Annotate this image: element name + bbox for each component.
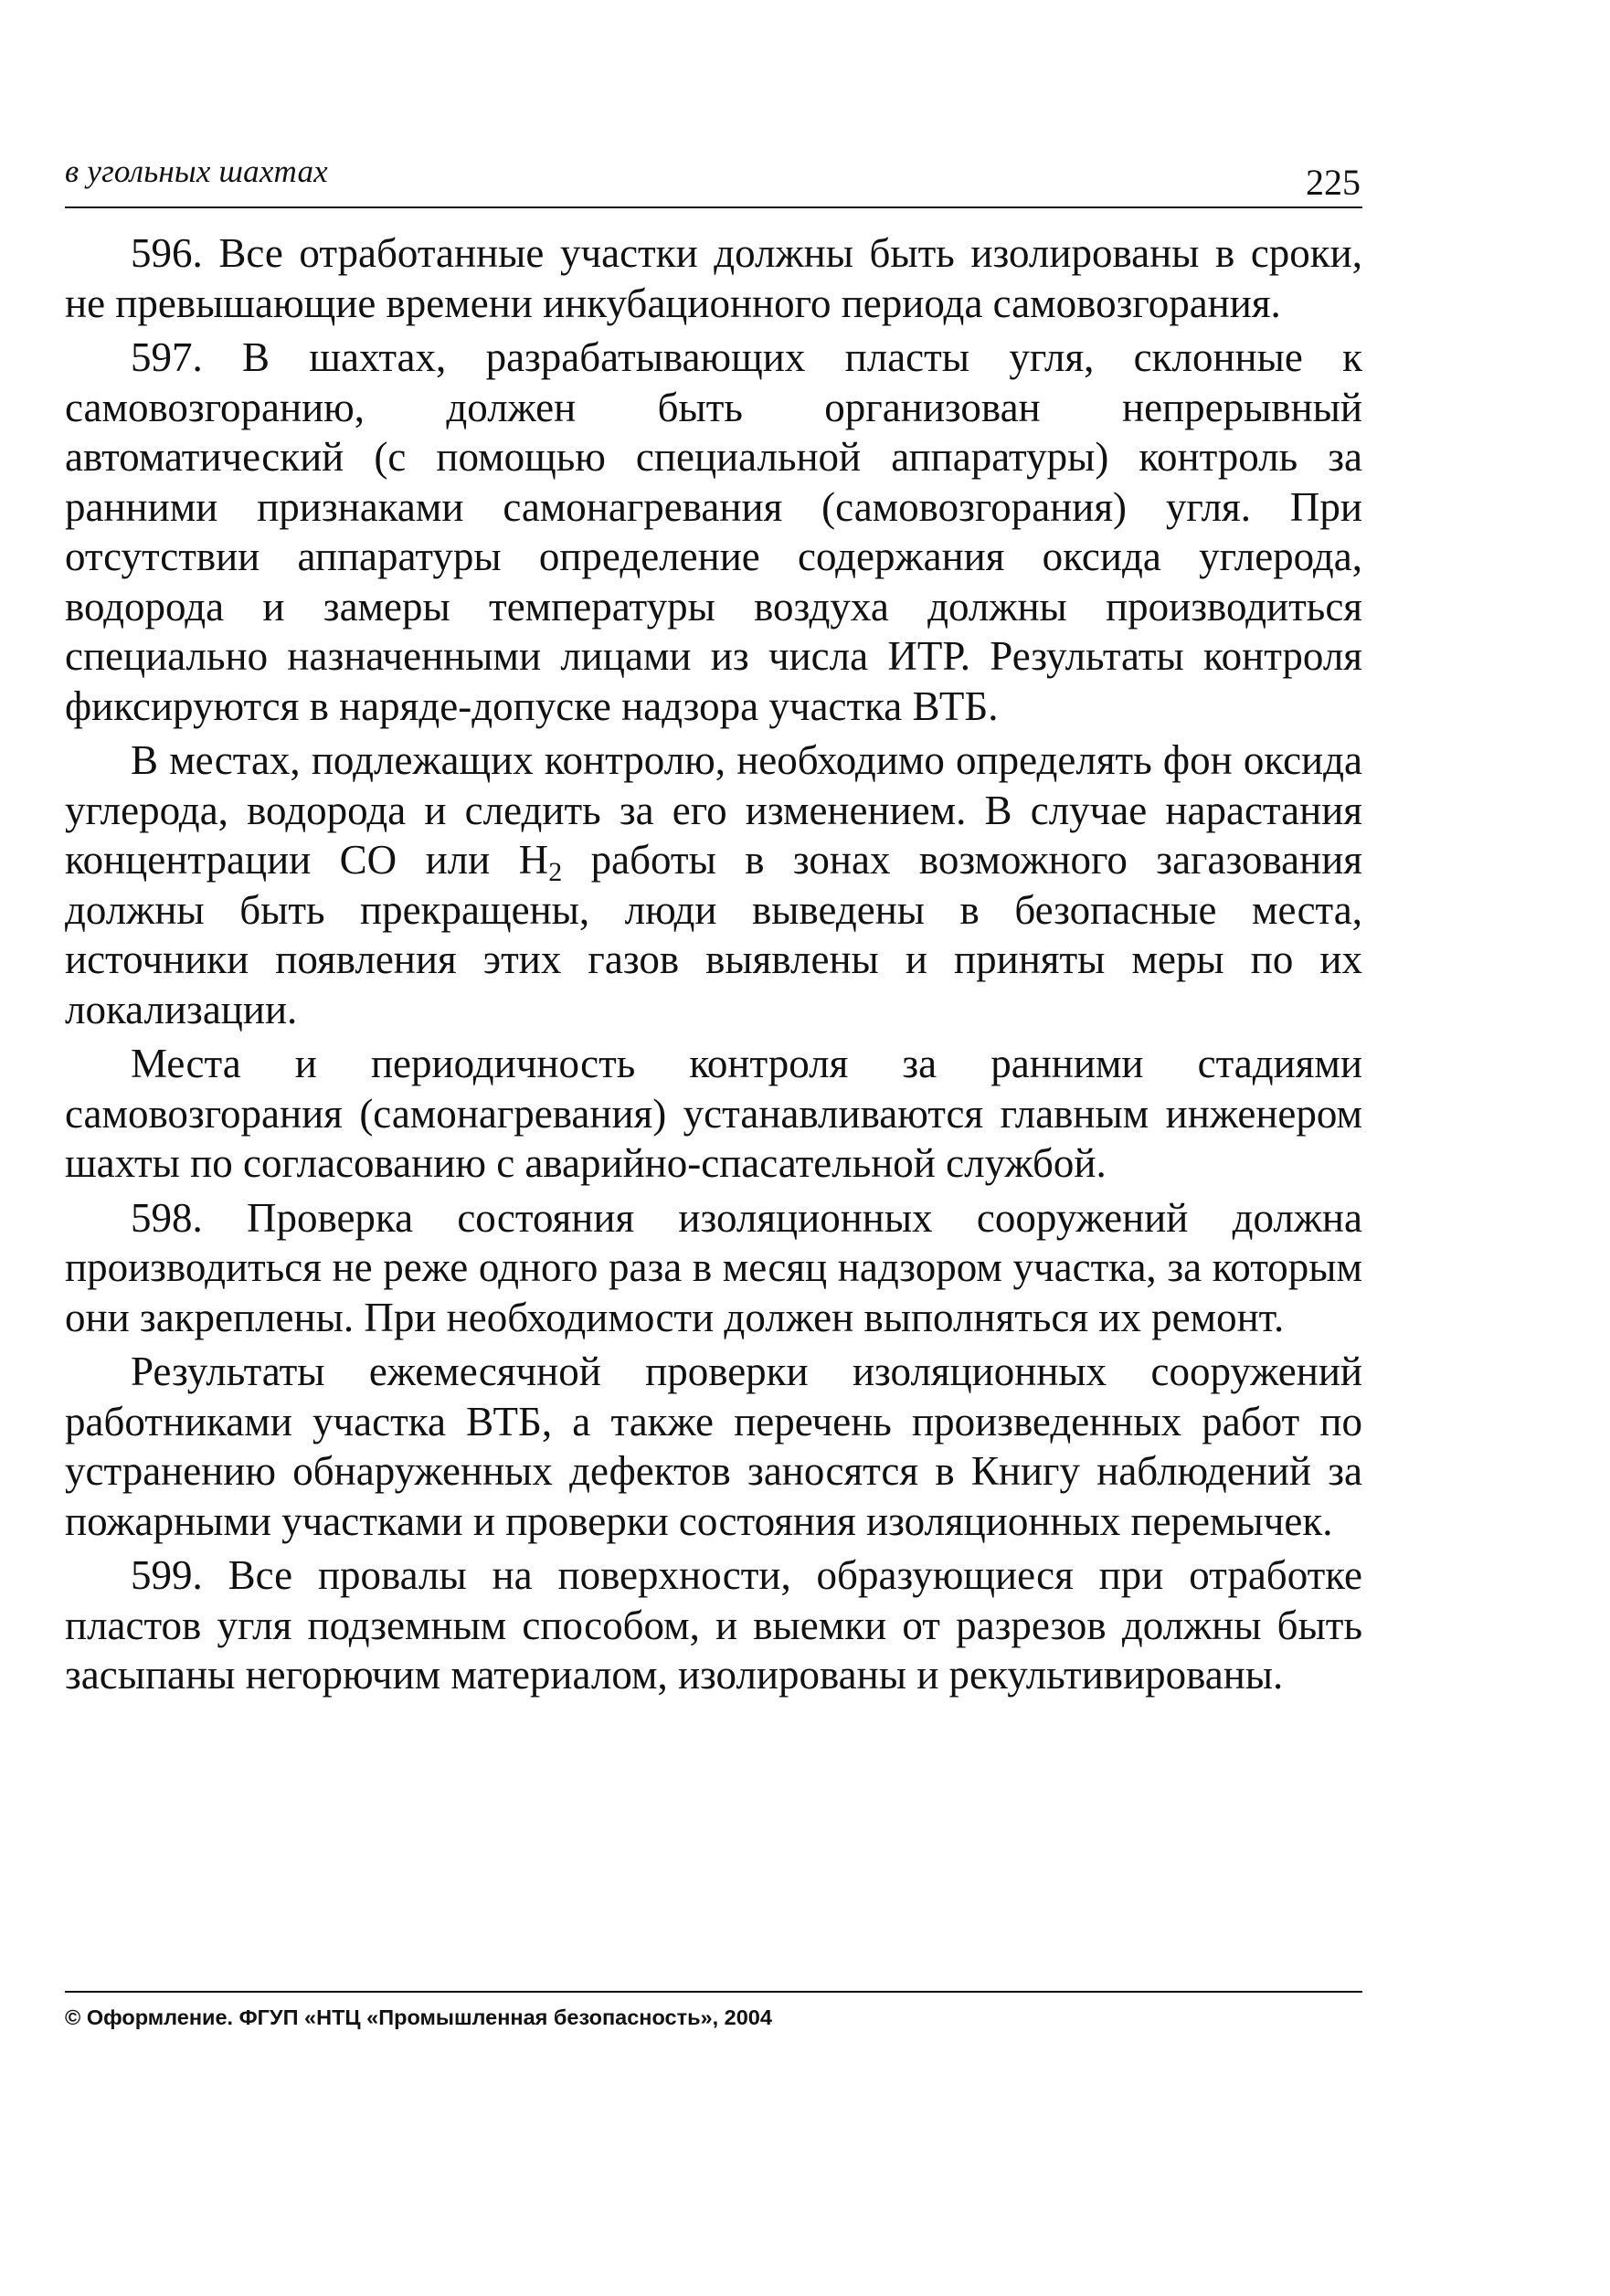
- paragraph-text-part: работы в зонах возможного загазования должны быть прекращены, люди выведены в безопасные места, источники появления этих газов выявлены и приняты меры по их локализации.: [65, 837, 1362, 1032]
- page-number: 225: [1306, 162, 1361, 203]
- paragraph-monitoring-places: [65, 735, 1362, 1034]
- paragraph-monthly-check-results: Результаты ежемесячной проверки изоляционных сооружений работниками участка ВТБ, а также перечень произведенных работ по устранению обнаруженных дефектов заносятся в Книгу наблюдений за пожарными участками и проверки состояния изоляционных перемычек.: [65, 1349, 1362, 1544]
- section-title: в угольных шахтах: [65, 153, 328, 189]
- paragraph-598: 598. Проверка состояния изоляционных сооружений должна производиться не реже одного раза в месяц надзором участка, за которым они закреплены. При необходимости должен выполняться их ремонт.: [65, 1194, 1362, 1340]
- copyright-notice: © Оформление. ФГУП «НТЦ «Промышленная безопасность», 2004: [65, 2005, 772, 2029]
- paragraph-596: 596. Все отработанные участки должны быть изолированы в сроки, не превышающие времени инкубационного периода самовозгорания.: [65, 230, 1362, 326]
- page-footer: [65, 1991, 1362, 2030]
- paragraph-599: 599. Все провалы на поверхности, образующиеся при отработке пластов угля подземным способом, и выемки от разрезов должны быть засыпаны негорючим материалом, изолированы и рекультивированы.: [65, 1552, 1362, 1698]
- paragraph-597: 597. В шахтах, разрабатывающих пласты угля, склонные к самовозгоранию, должен быть организован непрерывный автоматический (с помощью специальной аппаратуры) контроль за ранними признаками самонагревания (самовозгорания) угля. При отсутствии аппаратуры определение содержания оксида углерода, водорода и замеры температуры воздуха должны производиться специально назначенными лицами из числа ИТР. Результаты контроля фиксируются в наряде-допуске надзора участка ВТБ.: [65, 334, 1362, 729]
- subscript: 2: [548, 857, 563, 887]
- page: [65, 137, 1362, 1705]
- body-text: [65, 228, 1362, 1700]
- running-header: [65, 137, 1362, 208]
- paragraph-control-periodicity: Места и периодичность контроля за ранними стадиями самовозгорания (самонагревания) устанавливаются главным инженером шахты по согласованию с аварийно-спасательной службой.: [65, 1041, 1362, 1186]
- paragraph-text-part: В местах, подлежащих контролю, необходимо определять фон оксида углерода, водорода и следить за его изменением. В случае нарастания концентрации СО или Н: [65, 737, 1362, 883]
